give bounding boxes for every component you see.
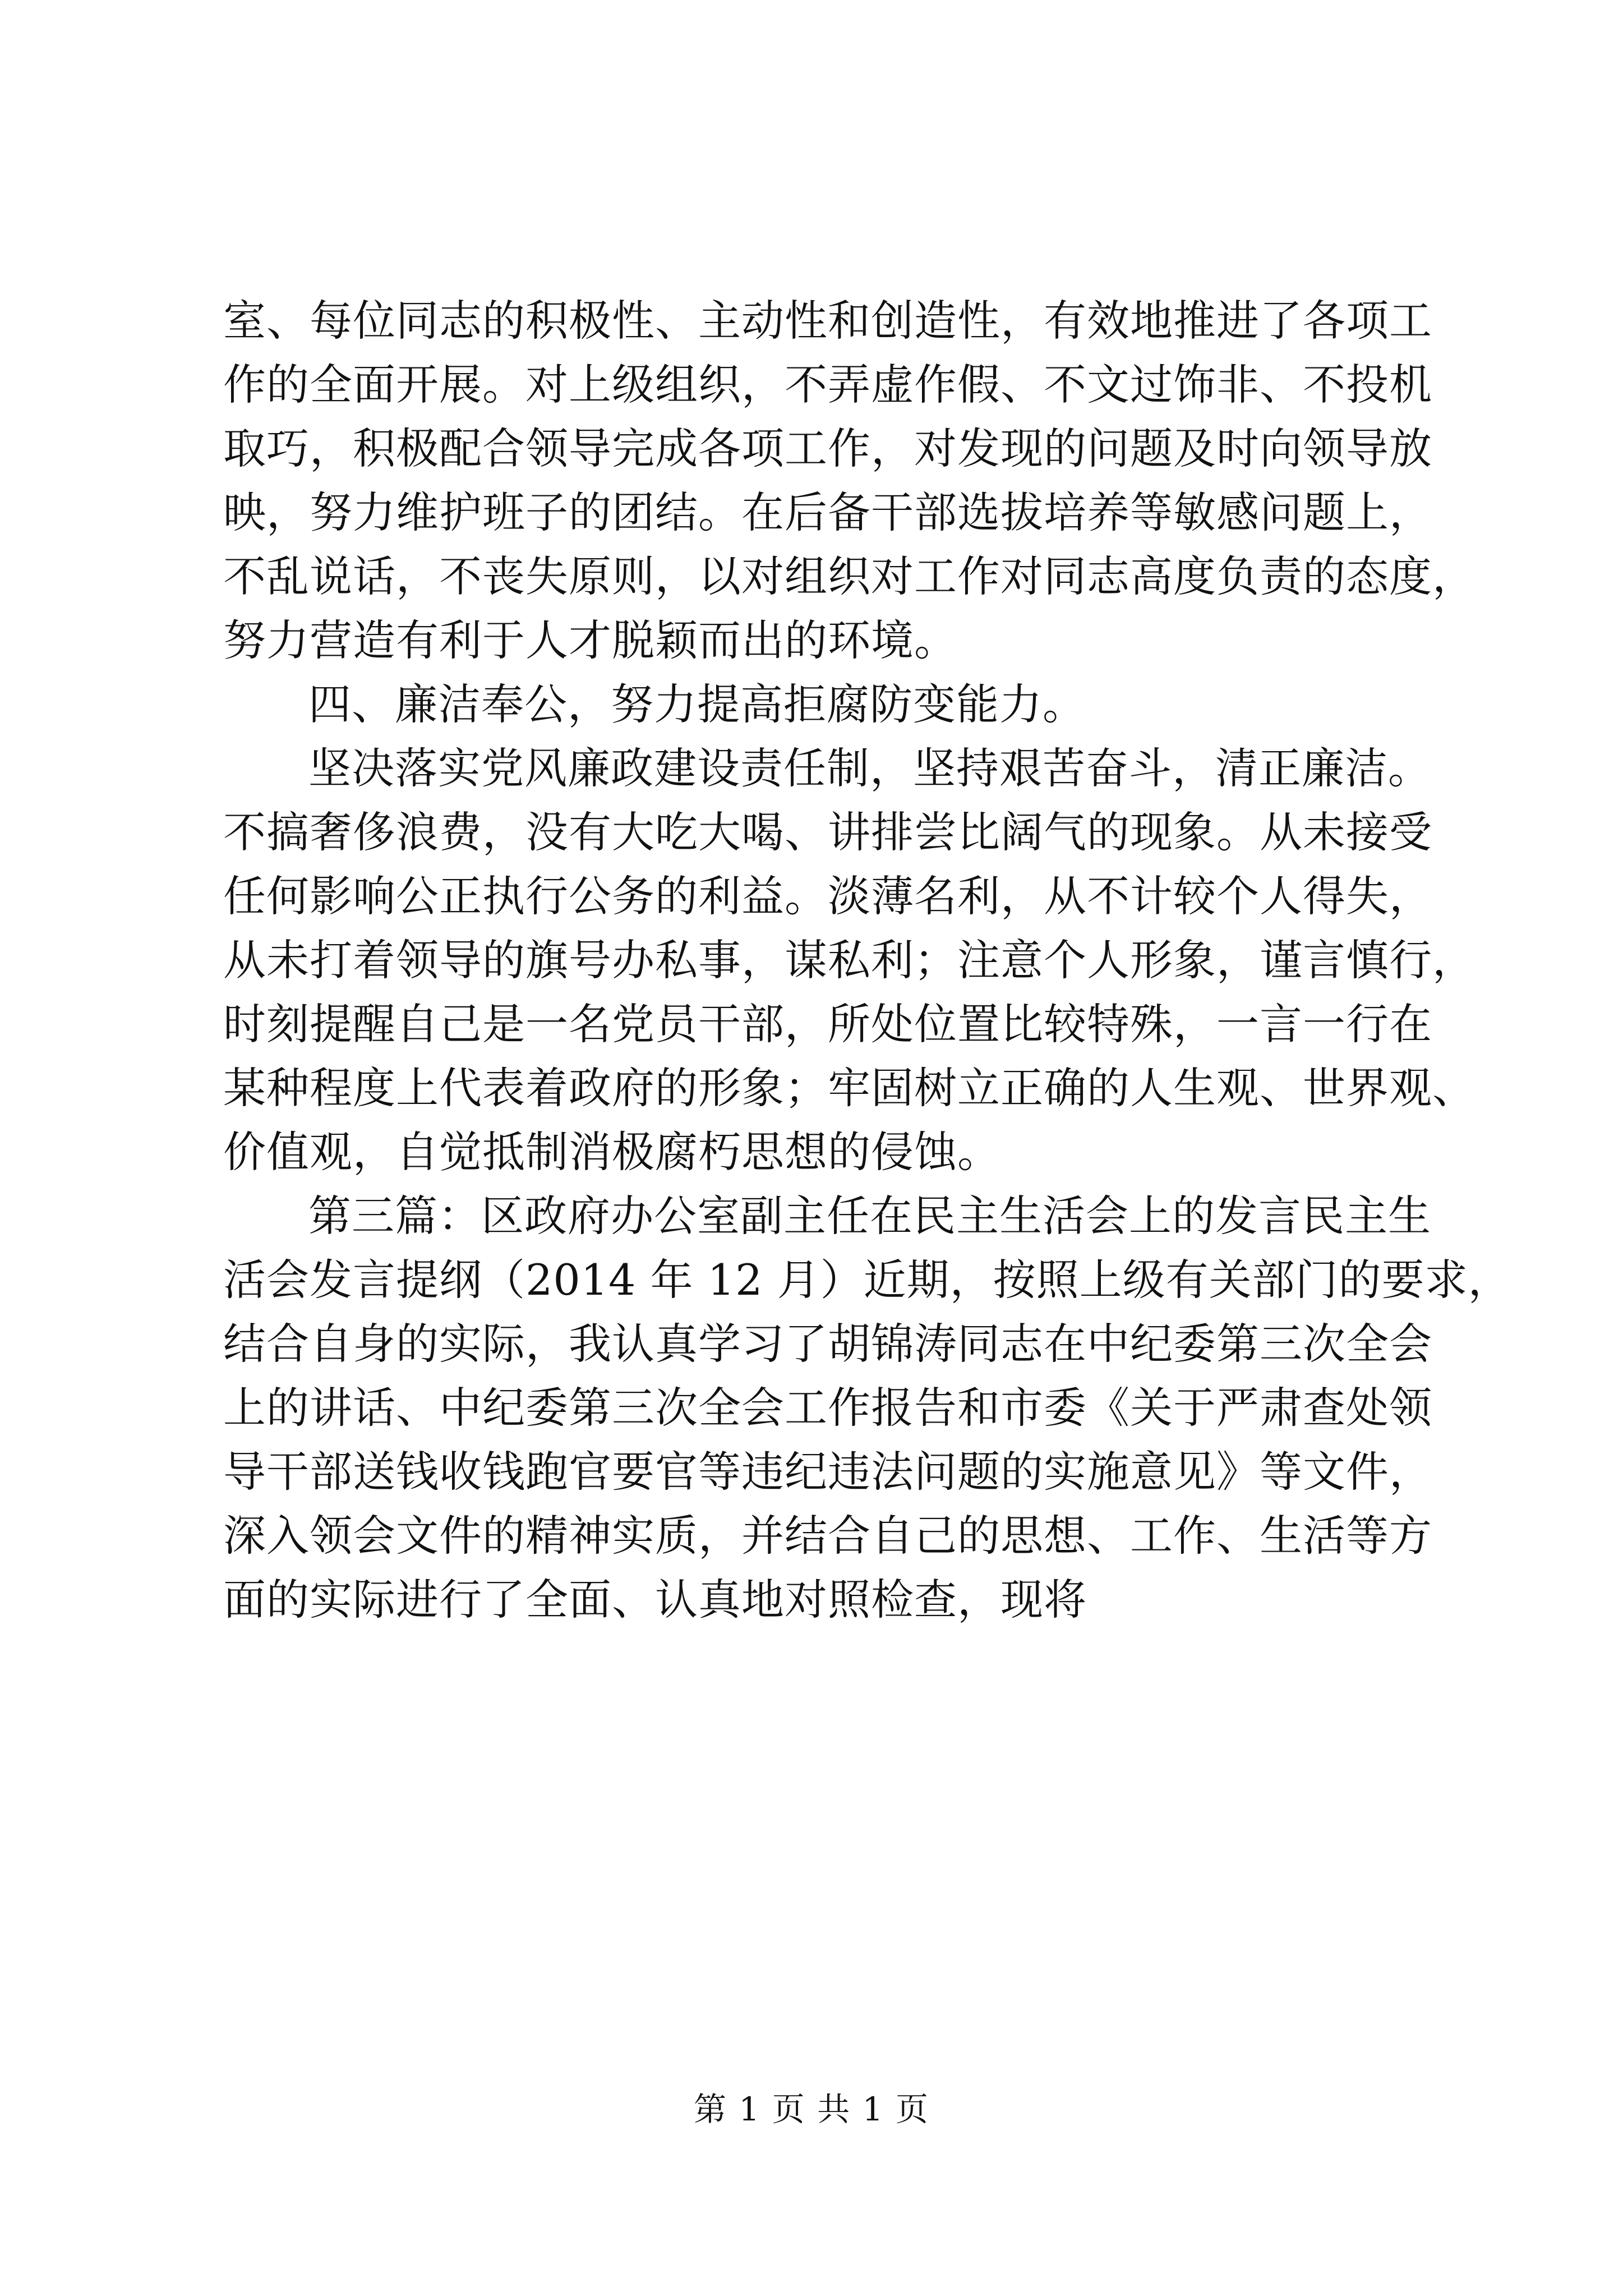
text-line: 四、廉洁奉公，努力提高拒腐防变能力。 (308, 679, 1086, 729)
text-line: 导干部送钱收钱跑官要官等违纪违法问题的实施意见》等文件， (223, 1447, 1432, 1497)
text-line: 努力营造有利于人才脱颖而出的环境。 (223, 615, 957, 665)
text-line: 映，努力维护班子的团结。在后备干部选拔培养等敏感问题上， (223, 487, 1432, 537)
text-line: 时刻提醒自己是一名党员干部，所处位置比较特殊，一言一行在 (223, 999, 1432, 1049)
text-line: 活会发言提纲（2014 年 12 月）近期，按照上级有关部门的要求， (223, 1255, 1511, 1305)
text-line: 不搞奢侈浪费，没有大吃大喝、讲排尝比阔气的现象。从未接受 (223, 807, 1432, 857)
text-line: 任何影响公正执行公务的利益。淡薄名利，从不计较个人得失， (223, 871, 1432, 921)
text-line: 结合自身的实际，我认真学习了胡锦涛同志在中纪委第三次全会 (223, 1319, 1432, 1369)
text-line: 作的全面开展。对上级组织，不弄虚作假、不文过饰非、不投机 (223, 360, 1432, 409)
text-line: 从未打着领导的旗号办私事，谋私利；注意个人形象，谨言慎行， (223, 935, 1476, 985)
text-line: 深入领会文件的精神实质，并结合自己的思想、工作、生活等方 (223, 1511, 1432, 1561)
body-text (223, 289, 1511, 1632)
text-line: 某种程度上代表着政府的形象；牢固树立正确的人生观、世界观、 (223, 1063, 1476, 1113)
text-line: 价值观，自觉抵制消极腐朽思想的侵蚀。 (223, 1127, 1000, 1177)
text-line: 取巧，积极配合领导完成各项工作，对发现的问题及时向领导放 (223, 424, 1432, 473)
text-line: 第三篇：区政府办公室副主任在民主生活会上的发言民主生 (308, 1191, 1431, 1241)
text-line: 室、每位同志的积极性、主动性和创造性，有效地推进了各项工 (223, 296, 1432, 346)
text-line: 上的讲话、中纪委第三次全会工作报告和市委《关于严肃查处领 (223, 1383, 1432, 1433)
text-line: 坚决落实党风廉政建设责任制，坚持艰苦奋斗，清正廉洁。 (308, 743, 1431, 793)
page-footer: 第 1 页 共 1 页 (694, 2090, 929, 2128)
text-line: 不乱说话，不丧失原则，以对组织对工作对同志高度负责的态度， (223, 551, 1476, 601)
text-line: 面的实际进行了全面、认真地对照检查，现将 (223, 1575, 1087, 1625)
